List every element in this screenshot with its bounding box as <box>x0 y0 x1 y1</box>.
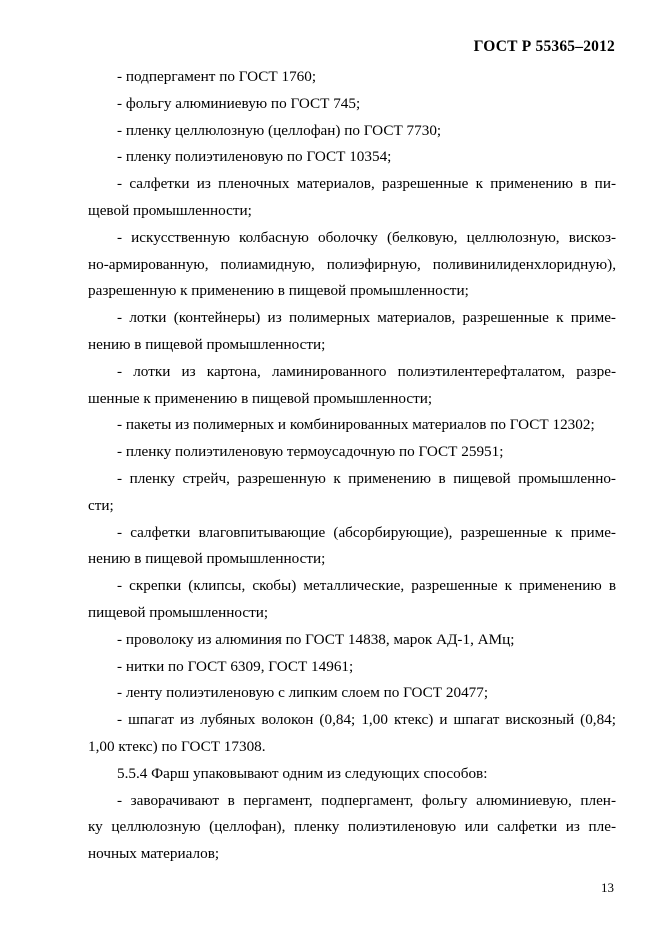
paragraph <box>88 707 616 761</box>
paragraph-line: - нитки по ГОСТ 6309, ГОСТ 14961; <box>117 657 354 675</box>
paragraph <box>88 680 616 707</box>
paragraph-line: - заворачивают в пергамент, подпергамент, фольгу алюминиевую, плен- <box>117 791 616 809</box>
paragraph-line: - пленку целлюлозную (целлофан) по ГОСТ 7730; <box>117 121 442 139</box>
paragraph-line: 5.5.4 Фарш упаковывают одним из следующих способов: <box>117 764 488 782</box>
paragraph <box>88 439 616 466</box>
paragraph <box>88 91 616 118</box>
paragraph <box>88 627 616 654</box>
paragraph-line: - салфетки из пленочных материалов, разрешенные к применению в пи- <box>117 175 616 193</box>
document-body <box>88 64 616 868</box>
paragraph-line: - лотки из картона, ламинированного полиэтилентерефталатом, разре- <box>117 362 616 380</box>
paragraph-line: - салфетки влаговпитывающие (абсорбирующие), разрешенные к приме- <box>117 523 616 541</box>
paragraph <box>88 466 616 520</box>
paragraph <box>88 305 616 359</box>
document-header: ГОСТ Р 55365–2012 <box>473 38 615 55</box>
paragraph <box>88 788 616 868</box>
paragraph <box>88 118 616 145</box>
paragraph <box>88 573 616 627</box>
paragraph <box>88 654 616 681</box>
paragraph-line: - шпагат из лубяных волокон (0,84; 1,00 ктекс) и шпагат вискозный (0,84; <box>117 711 616 729</box>
paragraph-line: - проволоку из алюминия по ГОСТ 14838, марок АД-1, АМц; <box>117 630 515 648</box>
paragraph-line: но-армированную, полиамидную, полиэфирную, поливинилиденхлоридную), <box>88 255 616 273</box>
paragraph <box>88 520 616 574</box>
paragraph <box>88 412 616 439</box>
paragraph-line: - пакеты из полимерных и комбинированных материалов по ГОСТ 12302; <box>117 416 595 434</box>
paragraph <box>88 171 616 225</box>
paragraph <box>88 225 616 305</box>
paragraph-line: щевой промышленности; <box>88 201 252 219</box>
paragraph-line: сти; <box>88 496 114 514</box>
paragraph-line: - искусственную колбасную оболочку (белковую, целлюлозную, вискоз- <box>117 228 616 246</box>
page-number: 13 <box>601 880 614 895</box>
paragraph <box>88 761 616 788</box>
paragraph-line: шенные к применению в пищевой промышленности; <box>88 389 433 407</box>
paragraph <box>88 144 616 171</box>
paragraph-line: - пленку полиэтиленовую термоусадочную по ГОСТ 25951; <box>117 443 504 461</box>
paragraph-line: - пленку полиэтиленовую по ГОСТ 10354; <box>117 148 392 166</box>
paragraph-line: 1,00 ктекс) по ГОСТ 17308. <box>88 737 266 755</box>
paragraph-line: ку целлюлозную (целлофан), пленку полиэтиленовую или салфетки из пле- <box>88 818 616 836</box>
paragraph <box>88 64 616 91</box>
paragraph-line: - пленку стрейч, разрешенную к применению в пищевой промышленно- <box>117 469 616 487</box>
paragraph-line: - ленту полиэтиленовую с липким слоем по ГОСТ 20477; <box>117 684 489 702</box>
paragraph-line: нению в пищевой промышленности; <box>88 550 326 568</box>
paragraph-line: пищевой промышленности; <box>88 603 269 621</box>
paragraph-line: разрешенную к применению в пищевой промышленности; <box>88 282 469 300</box>
paragraph <box>88 359 616 413</box>
paragraph-line: - скрепки (клипсы, скобы) металлические, разрешенные к применению в <box>117 577 616 595</box>
paragraph-line: - фольгу алюминиевую по ГОСТ 745; <box>117 94 361 112</box>
paragraph-line: нению в пищевой промышленности; <box>88 335 326 353</box>
paragraph-line: - лотки (контейнеры) из полимерных материалов, разрешенные к приме- <box>117 309 616 327</box>
paragraph-line: ночных материалов; <box>88 845 220 863</box>
paragraph-line: - подпергамент по ГОСТ 1760; <box>117 68 317 85</box>
